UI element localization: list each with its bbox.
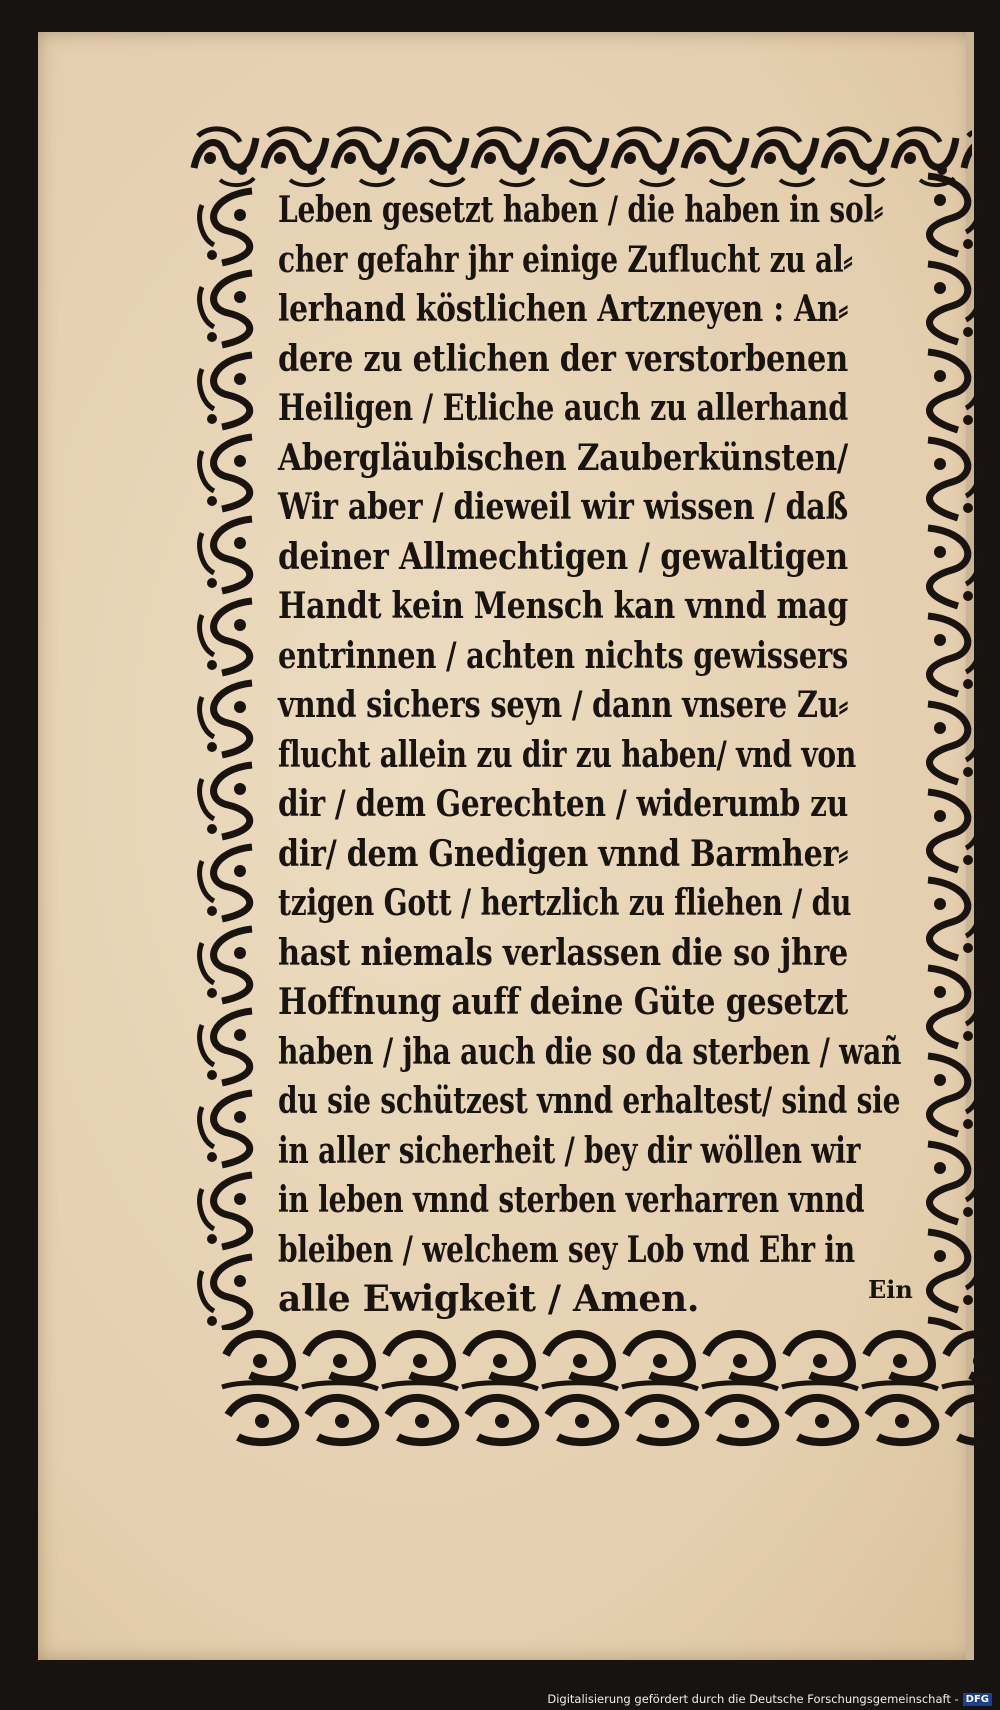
- text-line: haben / jha auch die so da sterben / wañ: [278, 1030, 902, 1073]
- text-line: Wir aber / dieweil wir wissen / daß: [278, 486, 848, 528]
- text-line: in leben vnnd sterben verharren vnnd: [278, 1179, 865, 1221]
- ornament-border-bottom: [220, 1325, 990, 1455]
- text-line: flucht allein zu dir zu haben/ vnd von: [278, 733, 857, 776]
- dfg-logo: DFG: [963, 1693, 992, 1706]
- ornament-border-left: [192, 185, 270, 1330]
- text-line: dere zu etlichen der verstorbenen: [278, 337, 848, 380]
- text-line: Abergläubischen Zauberkünsten/: [278, 436, 848, 479]
- body-text: [278, 186, 918, 1325]
- text-line: Leben gesetzt haben / die haben in sol⸗: [278, 189, 884, 231]
- text-line: dir/ dem Gnedigen vnnd Barmher⸗: [278, 832, 848, 875]
- ornament-border-right: [910, 170, 988, 1330]
- text-line: cher gefahr jhr einige Zuflucht zu al⸗: [278, 238, 853, 281]
- text-line: bleiben / welchem sey Lob vnd Ehr in: [278, 1228, 855, 1271]
- catchword: Ein: [868, 1275, 913, 1304]
- text-line: alle Ewigkeit / Amen.: [278, 1278, 700, 1320]
- text-line: deiner Allmechtigen / gewaltigen: [278, 535, 848, 578]
- text-line: entrinnen / achten nichts gewissers: [278, 634, 848, 677]
- text-line: vnnd sichers seyn / dann vnsere Zu⸗: [278, 684, 848, 726]
- text-line: lerhand köstlichen Artzneyen : An⸗: [278, 288, 848, 330]
- text-line: Hoffnung auff deine Güte gesetzt: [278, 981, 848, 1023]
- text-line: hast niemals verlassen die so jhre: [278, 931, 848, 974]
- text-line: Handt kein Mensch kan vnnd mag: [278, 585, 848, 627]
- text-line: Heiligen / Etliche auch zu allerhand: [278, 387, 848, 429]
- digitization-credit: [547, 1692, 992, 1706]
- text-line: dir / dem Gerechten / widerumb zu: [278, 783, 848, 825]
- ornament-border-top: [190, 118, 972, 190]
- credit-text: Digitalisierung gefördert durch die Deutsche Forschungsgemeinschaft -: [547, 1692, 959, 1706]
- text-line: du sie schützest vnnd erhaltest/ sind sie: [278, 1080, 901, 1122]
- text-line: tzigen Gott / hertzlich zu fliehen / du: [278, 882, 852, 924]
- text-line: in aller sicherheit / bey dir wöllen wir: [278, 1129, 861, 1172]
